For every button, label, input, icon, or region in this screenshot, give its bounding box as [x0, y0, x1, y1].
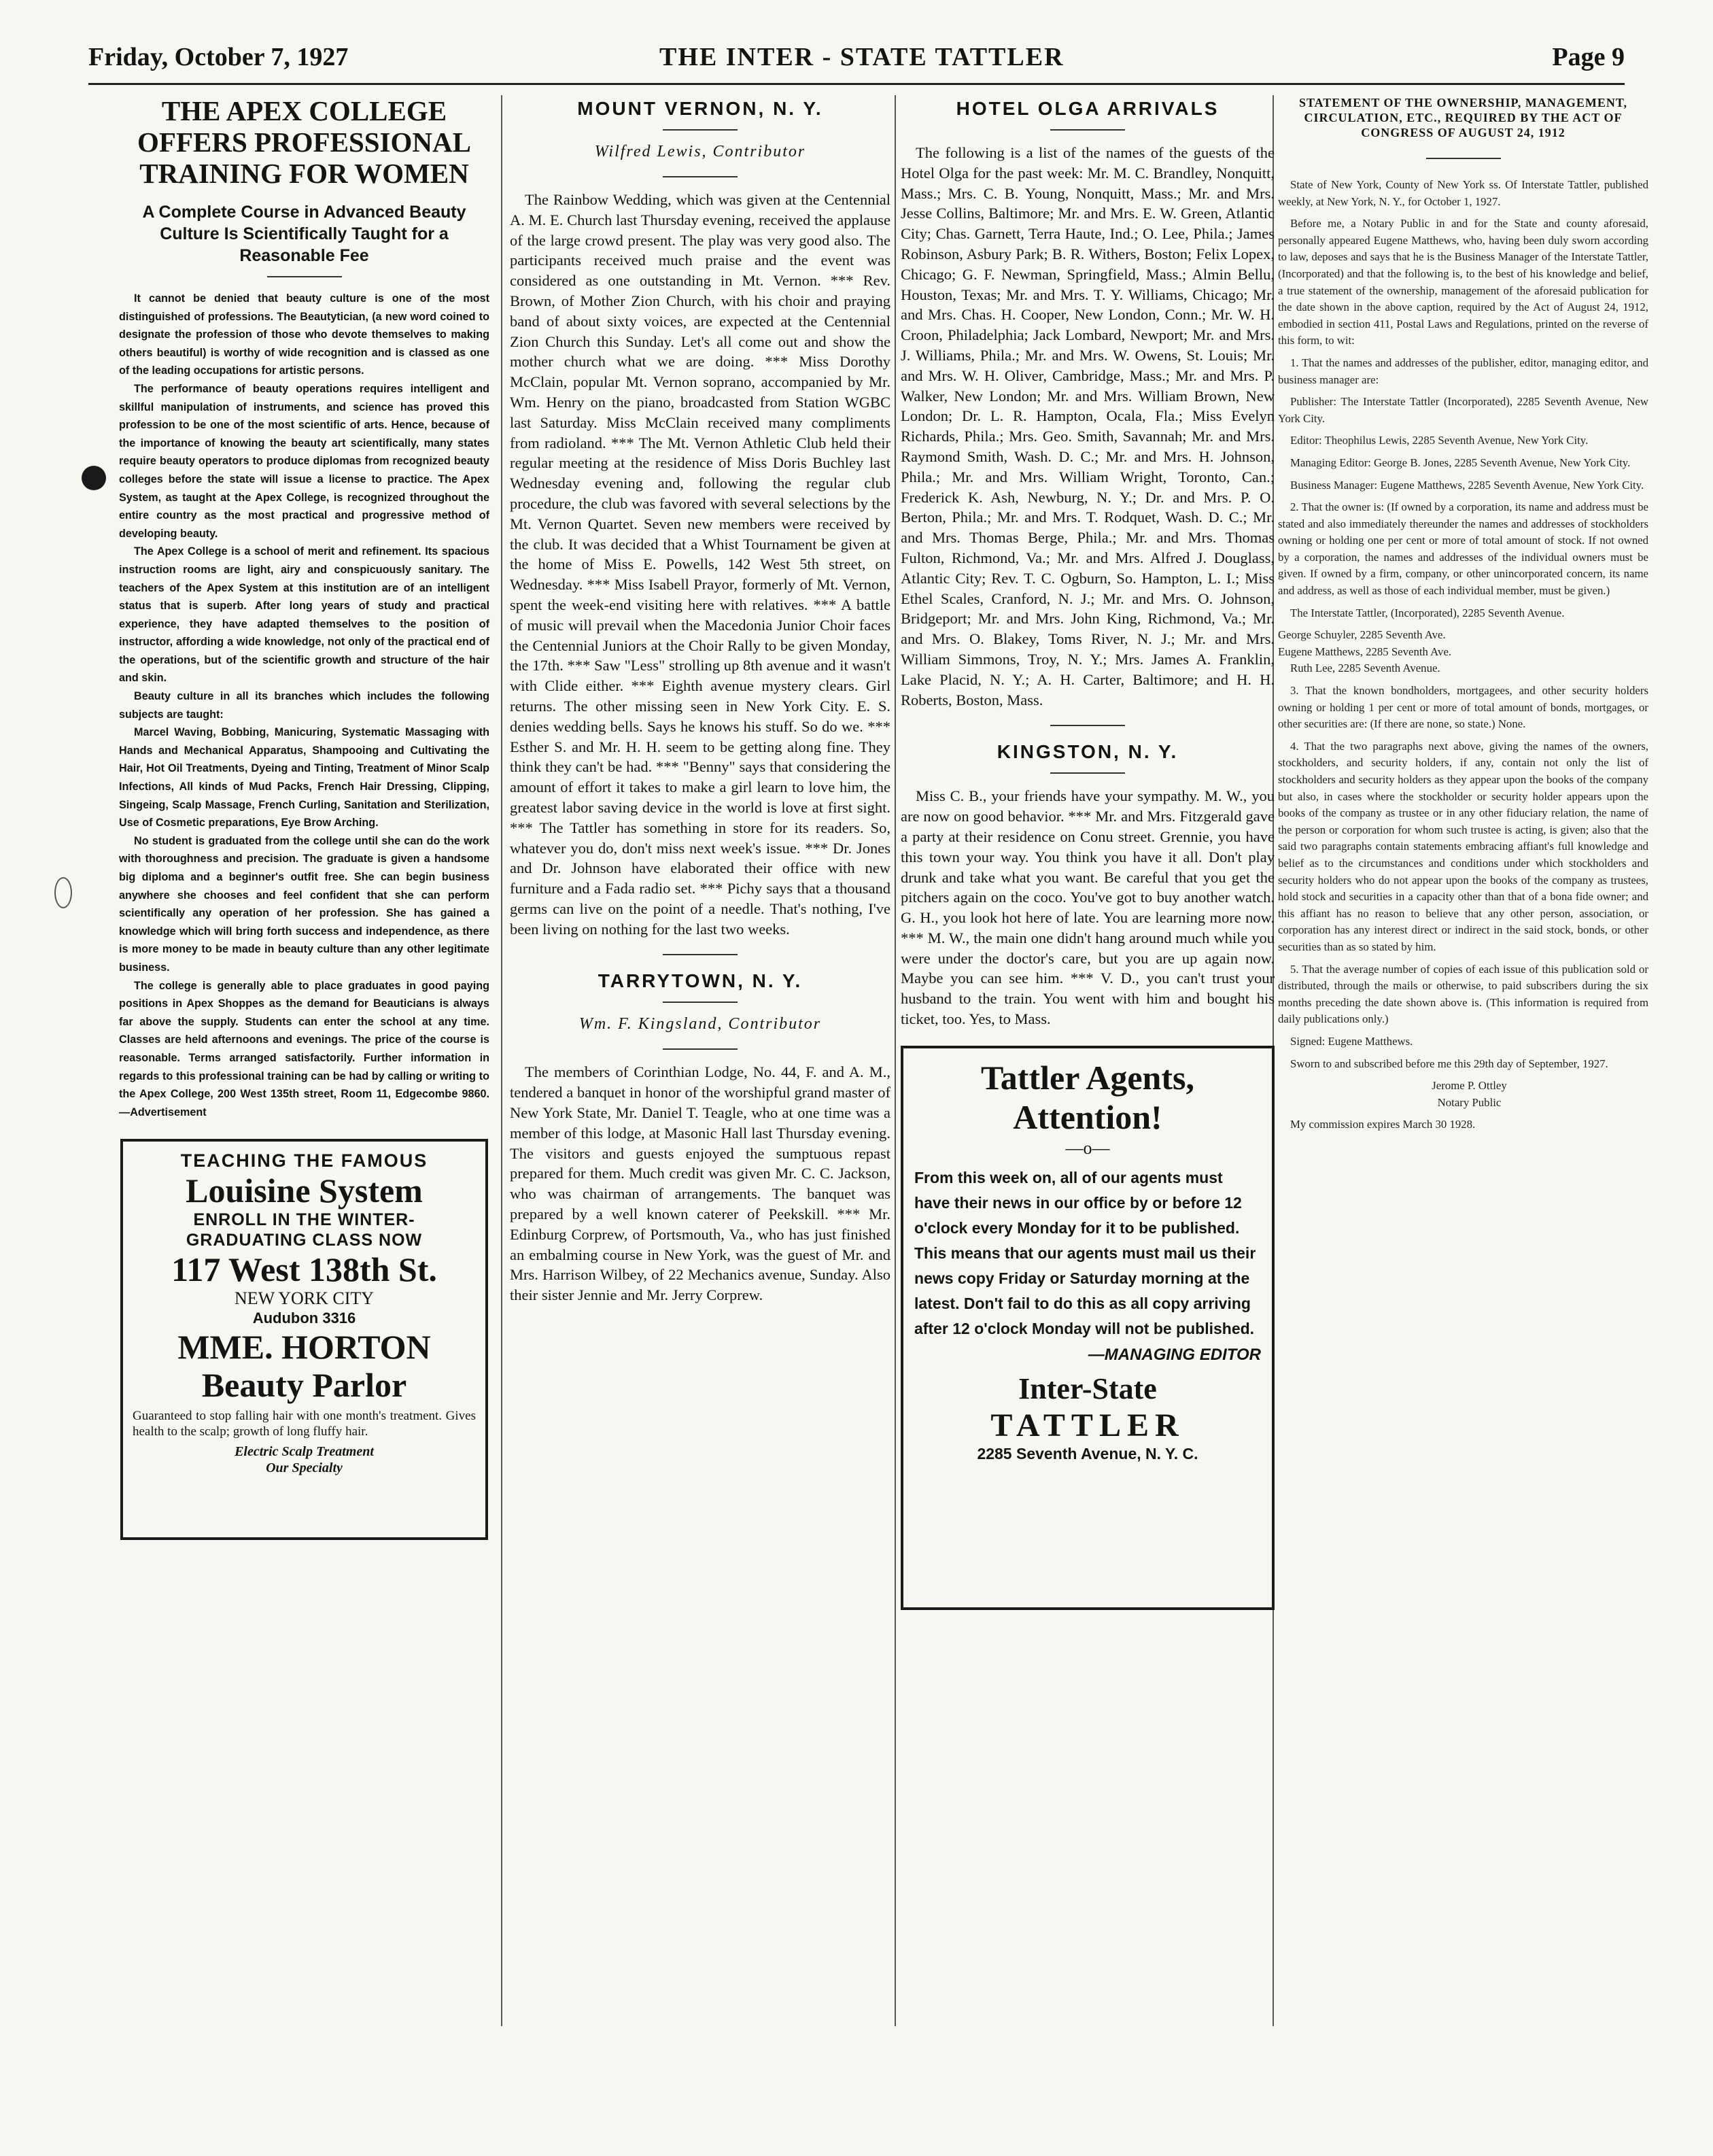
headline-line: OFFERS PROFESSIONAL — [137, 126, 471, 158]
tattler-agents-notice — [901, 1046, 1275, 1610]
article-paragraph: It cannot be denied that beauty culture is one of the most distinguished of professions. The Beautytician, (a new word coined to designate the profession of those who devote themselves to making others beautiful) is worthy of wide recognition and is classed as one of the leading occupations for artistic persons. — [119, 292, 489, 377]
column-divider — [895, 95, 896, 2026]
horton-advertisement — [120, 1139, 488, 1540]
column-2 — [510, 95, 890, 1305]
statement-paragraph: Editor: Theophilus Lewis, 2285 Seventh Avenue, New York City. — [1290, 434, 1589, 447]
article-paragraph: The performance of beauty operations requires intelligent and skillful manipulation of instruments, and science has proved this profession to be one of the most scientific of arts. Hence, because of the importance of knowing the beauty art scientifically, many states require beauty operators to produce diplomas from recognized beauty colleges before the state will issue a license to practice. The Apex System, as taught at the Apex College, is recognized throughout the entire country as the most practical and progressive method of developing beauty. — [119, 382, 489, 540]
rule — [1050, 772, 1125, 774]
article-paragraph: Marcel Waving, Bobbing, Manicuring, Systematic Massaging with Hands and Mechanical Apparatus, Shampooing and Cultivating the Hair, Hot Oil Treatments, Dyeing and Tinting, Treatment of Minor Scalp Infections, All kinds of Mud Packs, French Hair Dressing, Clipping, Singeing, Scalp Massage, French Curling, Sanitation and Sterilization, Use of Cosmetic preparations, Eye Brow Arching. — [119, 726, 489, 829]
statement-head: STATEMENT OF THE OWNERSHIP, MANAGEMENT, CIRCULATION, ETC., REQUIRED BY THE ACT OF CONGRESS OF AUGUST 24, 1912 — [1298, 96, 1628, 139]
statement-paragraph: Sworn to and subscribed before me this 29th day of September, 1927. — [1290, 1057, 1608, 1070]
article-paragraph: The college is generally able to place graduates in good paying positions in Apex Shoppes as the demand for Beauticians is always far above the supply. Students can enter the school at any time. Classes are held afternoons and evenings. The price of the course is reasonable. Terms arranged satisfactorily. Further information in regards to this professional training can be had by calling or writing to the Apex College, 200 West 135th street, Room 11, Edgecombe 9860. —Advertisement — [119, 979, 489, 1118]
notice-brand: Inter-State — [1018, 1371, 1157, 1405]
ad-line: Our Specialty — [266, 1460, 343, 1476]
ad-line: Louisine System — [186, 1171, 423, 1210]
notary-title: Notary Public — [1437, 1095, 1502, 1109]
kingston-article — [901, 786, 1275, 1029]
notice-address: 2285 Seventh Avenue, N. Y. C. — [977, 1444, 1198, 1462]
statement-paragraph: Publisher: The Interstate Tattler (Incorporated), 2285 Seventh Avenue, New York City. — [1278, 395, 1648, 425]
statement-paragraph: State of New York, County of New York ss. Of Interstate Tattler, published weekly, at New York, N. Y., for October 1, 1927. — [1278, 178, 1648, 208]
hotel-olga-head: HOTEL OLGA ARRIVALS — [956, 98, 1219, 119]
statement-paragraph: Business Manager: Eugene Matthews, 2285 Seventh Avenue, New York City. — [1290, 478, 1644, 492]
article-paragraph: The Rainbow Wedding, which was given at the Centennial A. M. E. Church last Thursday evening, received the applause of the large crowd present. The play was very good also. The participants received much praise and the event was considered as one outstanding in Mt. Vernon. *** Rev. Brown, of Mother Zion Church, with his choir and praying band of about sixty voices, are expected at the Centennial Zion Church this Sunday. Let's all come out and show the mother church what we are doing. *** Miss Dorothy McClain, popular Mt. Vernon soprano, accompanied by Mr. Wm. Henry on the piano, broadcasted from Station WGBC last Saturday. Miss McClain received many compliments from radioland. *** The Mt. Vernon Athletic Club held their regular meeting at the residence of Miss Doris Buchley last Wednesday evening and, following the regular club procedure, the club was favored with several selections by the Mt. Vernon Quartet. Seven new members were received by the club. It was decided that a Whist Tournament be given at the home of Miss E. Powells, 142 West 5th street, on Wednesday. *** Miss Isabell Prayor, formerly of Mt. Vernon, spent the week-end visiting here with relatives. *** A battle of music will prevail when the Macedonia Junior Choir faces the Centennial Juniors at the Choir Rally to be given Monday, the 17th. *** Saw "Less" strolling up 8th avenue and it wasn't with Clide either. *** Eighth avenue mystery clears. Girl returns. The other missing seen in New York City. E. S. denies wedding bells. Says he knows his stuff. So do we. *** Esther S. and Mr. H. H. seem to be getting along fine. They think they can't be had. *** "Benny" says that considering the amount of effort it takes to make a girl learn to love him, the greatest labor saving device in the world is love at first sight. *** The Tattler has something in store for its readers. So, whatever you do, don't miss next week's issue. *** Dr. Jones and Dr. Johnson have elaborated their office with new furniture and a Fada radio set. *** Pichy says that a thousand germs can live on the point of a needle. That's nothing, I've been living on nothing for the last two weeks. — [510, 191, 890, 938]
rule — [1050, 725, 1125, 726]
statement-paragraph: Managing Editor: George B. Jones, 2285 Seventh Avenue, New York City. — [1290, 456, 1631, 469]
article-paragraph: The members of Corinthian Lodge, No. 44, F. and A. M., tendered a banquet in honor of the worshipful grand master of New York State, Mr. Daniel T. Teagle, who at one time was a member of this lodge, at Masonic Hall last Thursday evening. The visitors and guests enjoyed the sumptuous repast prepared for them. Much credit was given Mr. C. C. Jackson, who was chairman of arrangements. The banquet was prepared by a well known caterer of Peekskill. *** Mr. Edinburg Corprew, of Portsmouth, Va., who has just finished an embalming course in New York, was the guest of Mr. and Mrs. Harrison Wilbey, of 22 Mechanics avenue, Sunday. Also their sister Jennie and Mr. Jerry Corprew. — [510, 1063, 890, 1304]
rule — [663, 1048, 738, 1050]
rule — [267, 276, 342, 277]
ad-line: NEW YORK CITY — [234, 1288, 375, 1309]
ad-phone: Audubon 3316 — [252, 1310, 356, 1327]
rule — [663, 954, 738, 955]
statement-body — [1278, 177, 1648, 1133]
notice-brand: TATTLER — [990, 1407, 1185, 1443]
ad-fine-print: Guaranteed to stop falling hair with one month's treatment. Gives health to the scalp; growth of long fluffy hair. — [133, 1409, 476, 1439]
rule — [663, 1002, 738, 1003]
article-paragraph: The Apex College is a school of merit and refinement. Its spacious instruction rooms are light, airy and conspicuously sanitary. The teachers of the Apex System at this institution are of an intelligent status that is superb. After long years of study and practical experience, they have adapted themselves to the position of instructor, affording a wide knowledge, not only of the practical end of the operations, but of the scientific growth and structure of the hair and skin. — [119, 545, 489, 685]
newspaper-title: THE INTER - STATE TATTLER — [659, 43, 1065, 71]
column-1 — [119, 95, 489, 1540]
notice-heading: Tattler Agents, — [981, 1058, 1194, 1097]
page-number: Page 9 — [1552, 43, 1625, 71]
article-paragraph: The following is a list of the names of the guests of the Hotel Olga for the past week: Mr. M. C. Brandley, Nonquitt, Mass.; Mrs. C. B. Young, Nonquitt, Mass.; Mr. and Mrs. Jesse Collins, Baltimore; Mr. and Mrs. E. W. Green, Atlantic City; Chas. Garnett, Terra Haute, Ind.; O. Lee, Phila.; James Robinson, Asbury Park; B. R. Withers, Boston; Felix Lopex, Chicago; G. F. Newman, Springfield, Mass.; Almin Bellu, Houston, Texas; Mr. and Mrs. T. Y. Williams, Chicago; Mr. and Mrs. Chas. H. Cooper, New London, Conn.; Mr. W. H. Croon, Philadelphia; Jack Lombard, Newport; Mr. and Mrs. J. Williams, Phila.; Mr. and Mrs. W. Owens, St. Louis; Mr. and Mrs. W. H. Oliver, Cambridge, Mass.; Mr. and Mrs. P. Walker, New London; Mr. and Mrs. William Brown, New London; Dr. L. R. Hampton, Ocala, Fla.; Miss Evelyn Richards, Phila.; Mrs. Geo. Smith, Savannah; Mr. and Mrs. Raymond Smith, Wash. D. C.; Mr. and Mrs. H. Johnson, Phila.; Mr. and Mrs. William Wright, Toronto, Can.; Frederick K. Ash, Newburg, N. Y.; Dr. and Mrs. P. O. Berton, Phila.; Mr. and Mrs. T. Rodquet, Wash. D. C.; Mr. and Mrs. Thomas Berge, Phila.; Mr. and Mrs. Thomas Fulton, Richmond, Va.; Mr. and Mrs. Alfred J. Douglass, Atlantic City; Rev. T. C. Ogburn, So. Hampton, L. I.; Miss Ethel Scales, Cranford, N. J.; Mr. and Mrs. O. Johnson, Bridgeport; Mr. and Mrs. John King, Richmond, Va.; Mr. and Mrs. O. Blakey, Toms River, N. J.; Mr. and Mrs. William Simmons, Troy, N. Y.; Mrs. James A. Franklin, Lake Placid, N. Y.; A. H. Carter, Baltimore; and H. H. Roberts, Boston, Mass. — [901, 144, 1275, 708]
statement-paragraph: Eugene Matthews, 2285 Seventh Ave. — [1278, 645, 1452, 658]
statement-paragraph: Signed: Eugene Matthews. — [1290, 1034, 1413, 1048]
headline-line: THE APEX COLLEGE — [161, 95, 447, 126]
mount-vernon-contributor: Wilfred Lewis, Contributor — [594, 143, 806, 160]
apex-article — [119, 290, 489, 1121]
column-4 — [1278, 95, 1648, 1139]
statement-paragraph: 5. That the average number of copies of each issue of this publication sold or distributed, through the mails or otherwise, to paid subscribers during the six months preceding the date shown above is. (This information is required from daily publications only.) — [1278, 962, 1648, 1026]
article-paragraph: Beauty culture in all its branches which includes the following subjects are taught: — [119, 690, 489, 721]
tarrytown-head: TARRYTOWN, N. Y. — [598, 970, 803, 992]
notice-heading: Attention! — [1013, 1097, 1162, 1136]
statement-paragraph: George Schuyler, 2285 Seventh Ave. — [1278, 628, 1446, 642]
statement-paragraph: The Interstate Tattler, (Incorporated), 2285 Seventh Avenue. — [1290, 606, 1565, 619]
rule — [663, 129, 738, 131]
tarrytown-contributor: Wm. F. Kingsland, Contributor — [578, 1015, 822, 1033]
ad-line: GRADUATING CLASS NOW — [186, 1231, 423, 1250]
notice-divider: —o— — [1065, 1137, 1110, 1158]
rule — [663, 176, 738, 177]
article-paragraph: Miss C. B., your friends have your sympathy. M. W., you are now on good behavior. *** Mr. and Mrs. Fitzgerald gave a party at their residence on Conu street. Grennie, you have this town your way. You think you have it all. Don't play drunk and take what you want. Be careful that you get the pitchers again on the coco. You've got to buy another watch. G. H., you look hot here of late. You are learning more now. *** M. W., the main one didn't hang around much while you were under the doctor's care, but you are up again now. Maybe you can see him. *** V. D., you can't trust your husband to the train. You went with him and bought his ticket, too. Yes, to Mass. — [901, 787, 1275, 1028]
masthead — [88, 42, 1625, 79]
statement-paragraph: 1. That the names and addresses of the publisher, editor, managing editor, and business manager are: — [1278, 356, 1648, 386]
notice-signature: —MANAGING EDITOR — [1088, 1345, 1261, 1364]
mount-vernon-article — [510, 190, 890, 939]
apex-headline — [119, 95, 489, 189]
kingston-head: KINGSTON, N. Y. — [997, 741, 1179, 763]
rule — [1426, 158, 1501, 159]
masthead-rule — [88, 83, 1625, 85]
margin-ring-mark — [54, 877, 72, 908]
hotel-olga-article — [901, 143, 1275, 710]
statement-paragraph: 2. That the owner is: (If owned by a corporation, its name and address must be stated and also immediately thereunder the names and addresses of stockholders owning or holding one per cent or more of total amount of stock. If not owned by a corporation, the names and addresses of the individual owners must be given. If owned by a firm, company, or other unincorporated concern, its name and address, as well as those of each individual member, must be given.) — [1278, 500, 1648, 598]
tarrytown-article — [510, 1062, 890, 1305]
statement-paragraph: Before me, a Notary Public in and for the State and county aforesaid, personally appeared Eugene Matthews, who, having been duly sworn according to law, deposes and says that he is the Business Manager of the Interstate Tattler, (Incorporated) and that the following is, to the best of his knowledge and belief, a true statement of the ownership, management of the aforesaid publication for the date shown in the above caption, required by the Act of August 24, 1912, embodied in section 411, Postal Laws and Regulations, printed on the reverse of this form, to wit: — [1278, 217, 1648, 347]
apex-deck: A Complete Course in Advanced Beauty Culture Is Scientifically Taught for a Reasonable Fee — [142, 203, 466, 265]
statement-paragraph: My commission expires March 30 1928. — [1290, 1118, 1476, 1131]
statement-paragraph: 4. That the two paragraphs next above, giving the names of the owners, stockholders, and security holders, if any, contain not only the list of stockholders and security holders as they appear upon the books of the company but also, in cases where the stockholder or security holder appears upon the books of the company as trustee or in any other fiduciary relation, the name of the person or corporation for whom such trustee is acting, is given; also that the said two paragraphs contain statements embracing affiant's full knowledge and belief as to the circumstances and conditions under which stockholders and security holders who do not appear upon the books of the company as trustees, hold stock and securities in a capacity other than that of a bona fide owner; and this affiant has no reason to believe that any other person, association, or corporation has any interest direct or indirect in the said stock, bonds, or other securities than as so stated by him. — [1278, 739, 1648, 953]
notice-body: From this week on, all of our agents must have their news in our office by or before 12 o'clock every Monday for it to be published. This means that our agents must mail us their news copy Friday or Saturday morning at the latest. Don't fail to do this as all copy arriving after 12 o'clock Monday will not be published. — [914, 1168, 1256, 1337]
ad-line: MME. HORTON — [177, 1328, 431, 1367]
ad-line: TEACHING THE FAMOUS — [180, 1150, 428, 1171]
statement-paragraph: Ruth Lee, 2285 Seventh Avenue. — [1290, 662, 1440, 675]
column-divider — [501, 95, 502, 2026]
mount-vernon-head: MOUNT VERNON, N. Y. — [577, 98, 823, 119]
issue-date: Friday, October 7, 1927 — [88, 43, 349, 71]
ad-line: Electric Scalp Treatment — [235, 1444, 374, 1460]
statement-paragraph: 3. That the known bondholders, mortgagees, and other security holders owning or holding 1 per cent or more of total amount of bonds, mortgages, or other securities are: (If there are none, so state.) None. — [1278, 684, 1648, 731]
article-paragraph: No student is graduated from the college until she can do the work with thoroughness and precision. The graduate is given a handsome big diploma and a beginner's outfit free. She can begin business anywhere she chooses and feel confident that she can perform scientifically any operation of her profession. She has gained a knowledge which will bring forth success and independence, as there is more money to be made in beauty culture than any other legitimate business. — [119, 834, 489, 974]
rule — [1050, 129, 1125, 131]
ad-line: Beauty Parlor — [201, 1366, 407, 1405]
headline-line: TRAINING FOR WOMEN — [139, 158, 469, 189]
ad-line: ENROLL IN THE WINTER- — [193, 1210, 415, 1230]
punch-hole-mark — [82, 466, 106, 490]
column-3 — [901, 95, 1275, 1610]
notary-name: Jerome P. Ottley — [1432, 1079, 1507, 1093]
ad-address: 117 West 138th St. — [171, 1250, 437, 1289]
